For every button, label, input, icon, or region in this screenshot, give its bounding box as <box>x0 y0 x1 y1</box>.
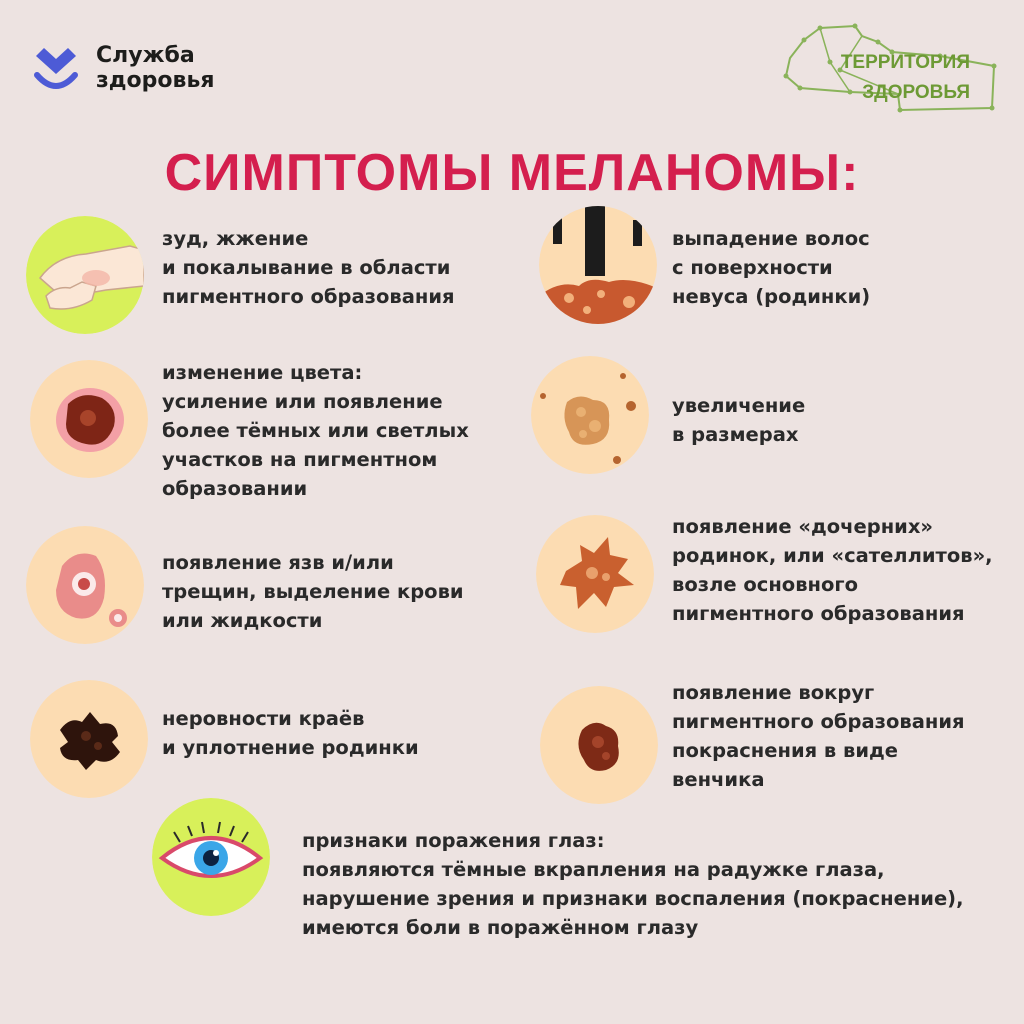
symptom-line: пигментного образования <box>162 285 455 308</box>
symptom-text-hair-loss <box>672 224 870 311</box>
symptom-line: появляются тёмные вкрапления на радужке глаза, <box>302 858 885 881</box>
symptom-line: пигментного образования <box>672 602 965 625</box>
page-title: СИМПТОМЫ МЕЛАНОМЫ: <box>164 144 860 202</box>
symptom-line: появление «дочерних» <box>672 515 934 538</box>
symptom-line: трещин, выделение крови <box>162 580 464 603</box>
symptom-line: покраснения в виде <box>672 739 899 762</box>
brand-right-line1: ТЕРРИТОРИЯ <box>840 52 970 73</box>
symptom-text-eye <box>302 826 964 942</box>
symptom-line: с поверхности <box>672 256 833 279</box>
symptom-text-satellites <box>672 512 993 628</box>
symptom-line: появление вокруг <box>672 681 875 704</box>
symptom-line: или жидкости <box>162 609 323 632</box>
symptom-line: зуд, жжение <box>162 227 309 250</box>
symptom-line: выпадение волос <box>672 227 870 250</box>
brand-right-line2: ЗДОРОВЬЯ <box>862 82 970 103</box>
symptom-text-enlarged <box>672 391 805 449</box>
symptom-line: появление язв и/или <box>162 551 394 574</box>
symptom-line: изменение цвета: <box>162 361 363 384</box>
irregular-mole-icon <box>30 680 148 798</box>
brand-left-line2: здоровья <box>96 68 215 93</box>
brand-name-left <box>96 43 215 93</box>
symptom-text-itching <box>162 224 455 311</box>
symptom-text-color-change <box>162 358 469 503</box>
symptom-line: возле основного <box>672 573 858 596</box>
symptom-line: более тёмных или светлых <box>162 419 469 442</box>
itching-hand-icon <box>26 216 144 334</box>
symptom-line: признаки поражения глаз: <box>302 829 605 852</box>
symptom-line: и уплотнение родинки <box>162 736 419 759</box>
symptom-line: увеличение <box>672 394 806 417</box>
symptom-text-irregular <box>162 704 419 762</box>
brand-logo-right <box>780 22 1000 114</box>
symptom-line: и покалывание в области <box>162 256 451 279</box>
symptom-line: усиление или появление <box>162 390 443 413</box>
symptom-text-ulcer <box>162 548 464 635</box>
symptom-line: участков на пигментном <box>162 448 438 471</box>
symptom-line: невуса (родинки) <box>672 285 871 308</box>
color-change-mole-icon <box>30 360 148 478</box>
eye-icon <box>152 798 270 916</box>
symptom-line: венчика <box>672 768 765 791</box>
symptom-line: родинок, или «сателлитов», <box>672 544 993 567</box>
symptom-line: пигментного образования <box>672 710 965 733</box>
brand-left-line1: Служба <box>96 43 195 68</box>
enlarged-mole-icon <box>531 356 649 474</box>
symptom-line: в размерах <box>672 423 799 446</box>
symptom-line: неровности краёв <box>162 707 365 730</box>
symptom-text-red-halo <box>672 678 965 794</box>
heart-check-icon <box>30 42 82 94</box>
symptom-line: образовании <box>162 477 308 500</box>
symptom-line: имеются боли в поражённом глазу <box>302 916 699 939</box>
symptom-line: нарушение зрения и признаки воспаления (покраснение), <box>302 887 964 910</box>
hair-loss-icon <box>539 206 657 324</box>
brand-logo-left <box>30 42 215 94</box>
red-halo-mole-icon <box>540 686 658 804</box>
satellite-moles-icon <box>536 515 654 633</box>
ulcer-icon <box>26 526 144 644</box>
